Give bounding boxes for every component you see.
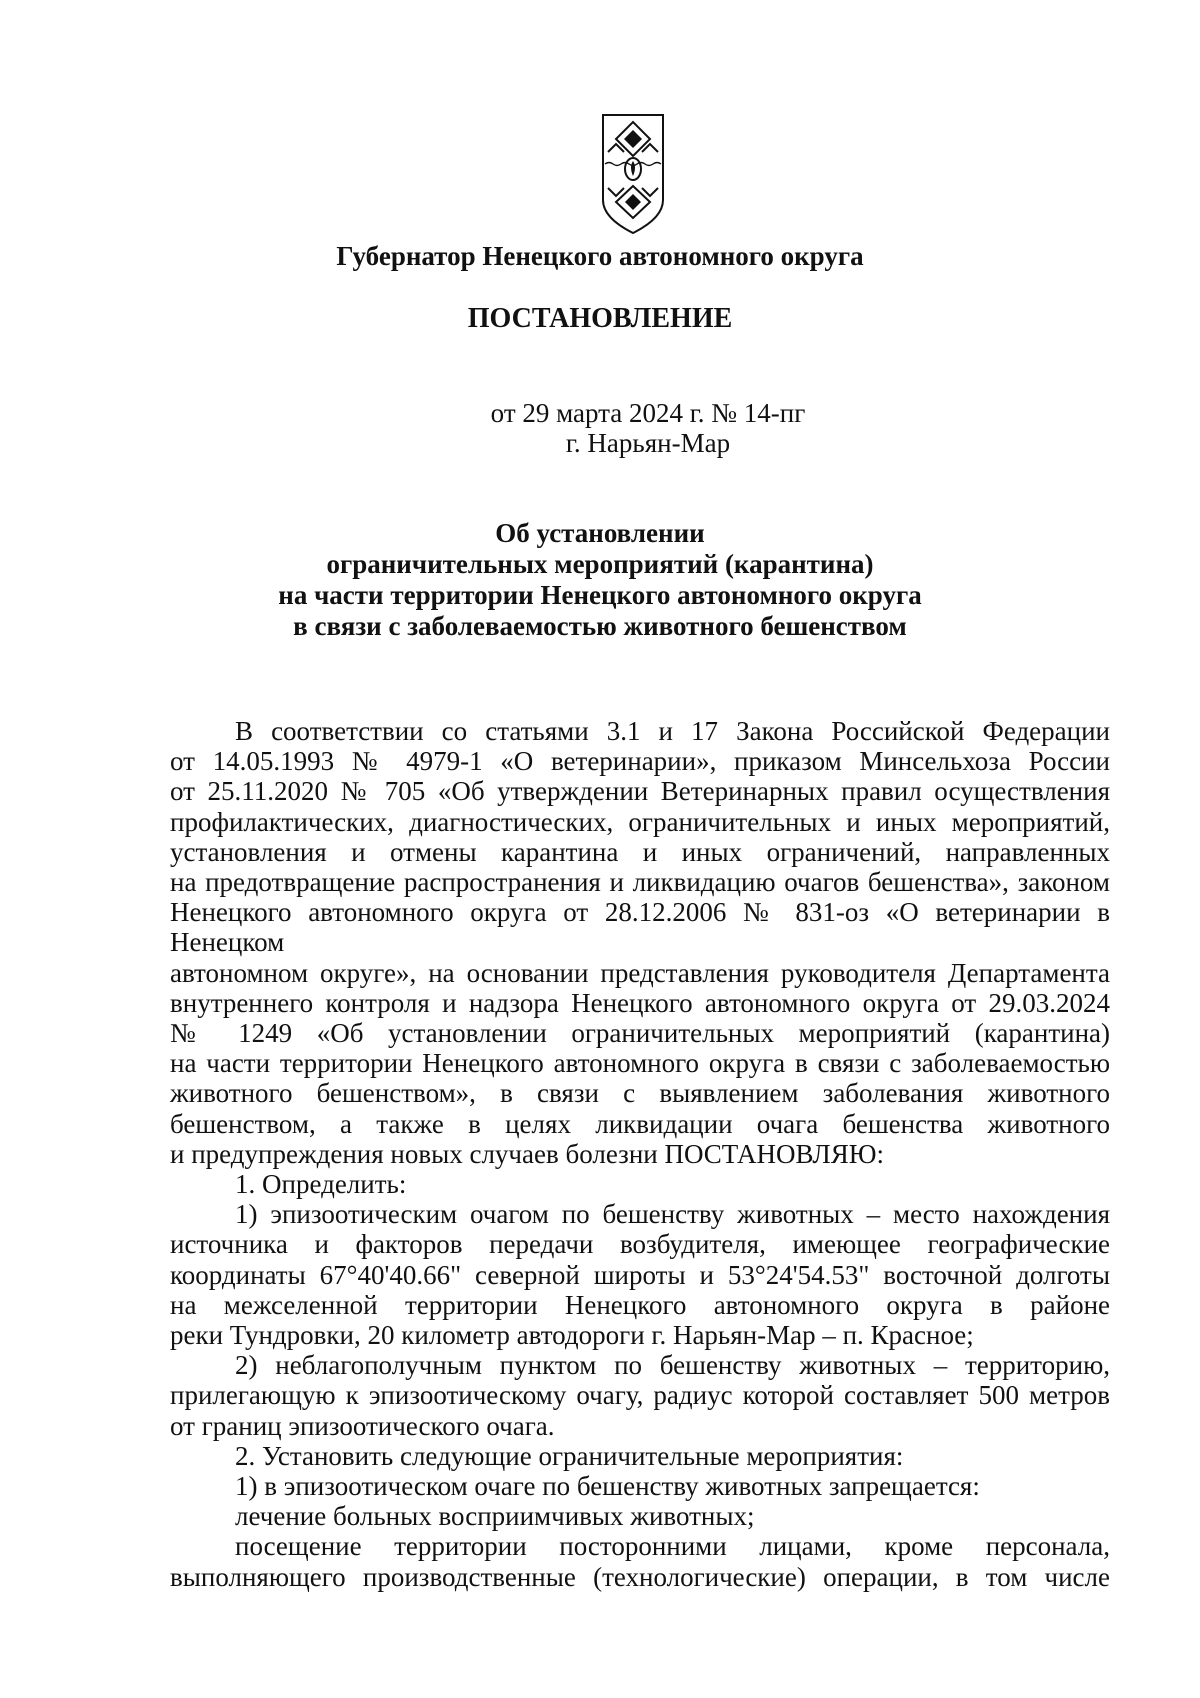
body-line: реки Тундровки, 20 километр автодороги г. Нарьян-Мар – п. Красное; <box>170 1320 974 1351</box>
body-line: внутреннего контроля и надзора Ненецкого автономного округа от 29.03.2024 <box>170 987 1110 1018</box>
body-line: выполняющего производственные (технологические) операции, в том числе <box>170 1561 1110 1592</box>
issuing-authority: Губернатор Ненецкого автономного округа <box>336 241 864 271</box>
body-line: автономном округе», на основании представления руководителя Департамента <box>170 957 1110 988</box>
body-line: лечение больных восприимчивых животных; <box>235 1501 755 1532</box>
document-body <box>170 716 1110 1592</box>
body-line: Ненецкого автономного округа от 28.12.2006 № 831-оз «О ветеринарии в Ненецком <box>170 897 1110 958</box>
title-line: Об установлении <box>495 518 705 548</box>
coat-of-arms-icon <box>600 112 666 236</box>
document-title <box>0 518 1200 642</box>
body-line: координаты 67°40'40.66" северной широты и 53°24'54.53" восточной долготы <box>170 1259 1110 1290</box>
body-line: установления и отмены карантина и иных ограничений, направленных <box>170 836 1110 867</box>
body-line: от 25.11.2020 № 705 «Об утверждении Ветеринарных правил осуществления <box>170 776 1110 807</box>
body-line: 1. Определить: <box>235 1169 407 1200</box>
body-line: на межселенной территории Ненецкого автономного округа в районе <box>170 1289 1110 1320</box>
title-line: ограничительных мероприятий (карантина) <box>326 549 874 579</box>
body-line: 1) в эпизоотическом очаге по бешенству животных запрещается: <box>235 1471 980 1502</box>
issue-place: г. Нарьян-Мар <box>565 428 731 458</box>
date-and-number: от 29 марта 2024 г. № 14-пг <box>490 398 806 428</box>
body-line: № 1249 «Об установлении ограничительных мероприятий (карантина) <box>170 1018 1110 1049</box>
title-line: в связи с заболеваемостью животного бешенством <box>293 611 907 641</box>
title-line: на части территории Ненецкого автономного округа <box>278 580 922 610</box>
body-line: посещение территории посторонними лицами, кроме персонала, <box>235 1531 1110 1562</box>
body-line: животного бешенством», в связи с выявлением заболевания животного <box>170 1078 1110 1109</box>
body-line: и предупреждения новых случаев болезни ПОСТАНОВЛЯЮ: <box>170 1138 884 1169</box>
body-line: 2) неблагополучным пунктом по бешенству животных – территорию, <box>235 1350 1110 1381</box>
body-line: от 14.05.1993 № 4979-1 «О ветеринарии», приказом Минсельхоза России <box>170 746 1110 777</box>
body-line: от границ эпизоотического очага. <box>170 1410 555 1441</box>
body-line: 1) эпизоотическим очагом по бешенству животных – место нахождения <box>235 1199 1110 1230</box>
body-line: 2. Установить следующие ограничительные мероприятия: <box>235 1440 904 1471</box>
body-line: В соответствии со статьями 3.1 и 17 Закона Российской Федерации <box>235 716 1110 746</box>
body-line: на части территории Ненецкого автономного округа в связи с заболеваемостью <box>170 1048 1110 1079</box>
body-line: профилактических, диагностических, ограничительных и иных мероприятий, <box>170 806 1110 837</box>
body-line: источника и факторов передачи возбудителя, имеющее географические <box>170 1229 1110 1260</box>
document-type-heading: ПОСТАНОВЛЕНИЕ <box>467 303 733 334</box>
body-line: бешенством, а также в целях ликвидации очага бешенства животного <box>170 1108 1110 1139</box>
body-line: на предотвращение распространения и ликвидацию очагов бешенства», законом <box>170 867 1110 898</box>
body-line: прилегающую к эпизоотическому очагу, радиус которой составляет 500 метров <box>170 1380 1110 1411</box>
